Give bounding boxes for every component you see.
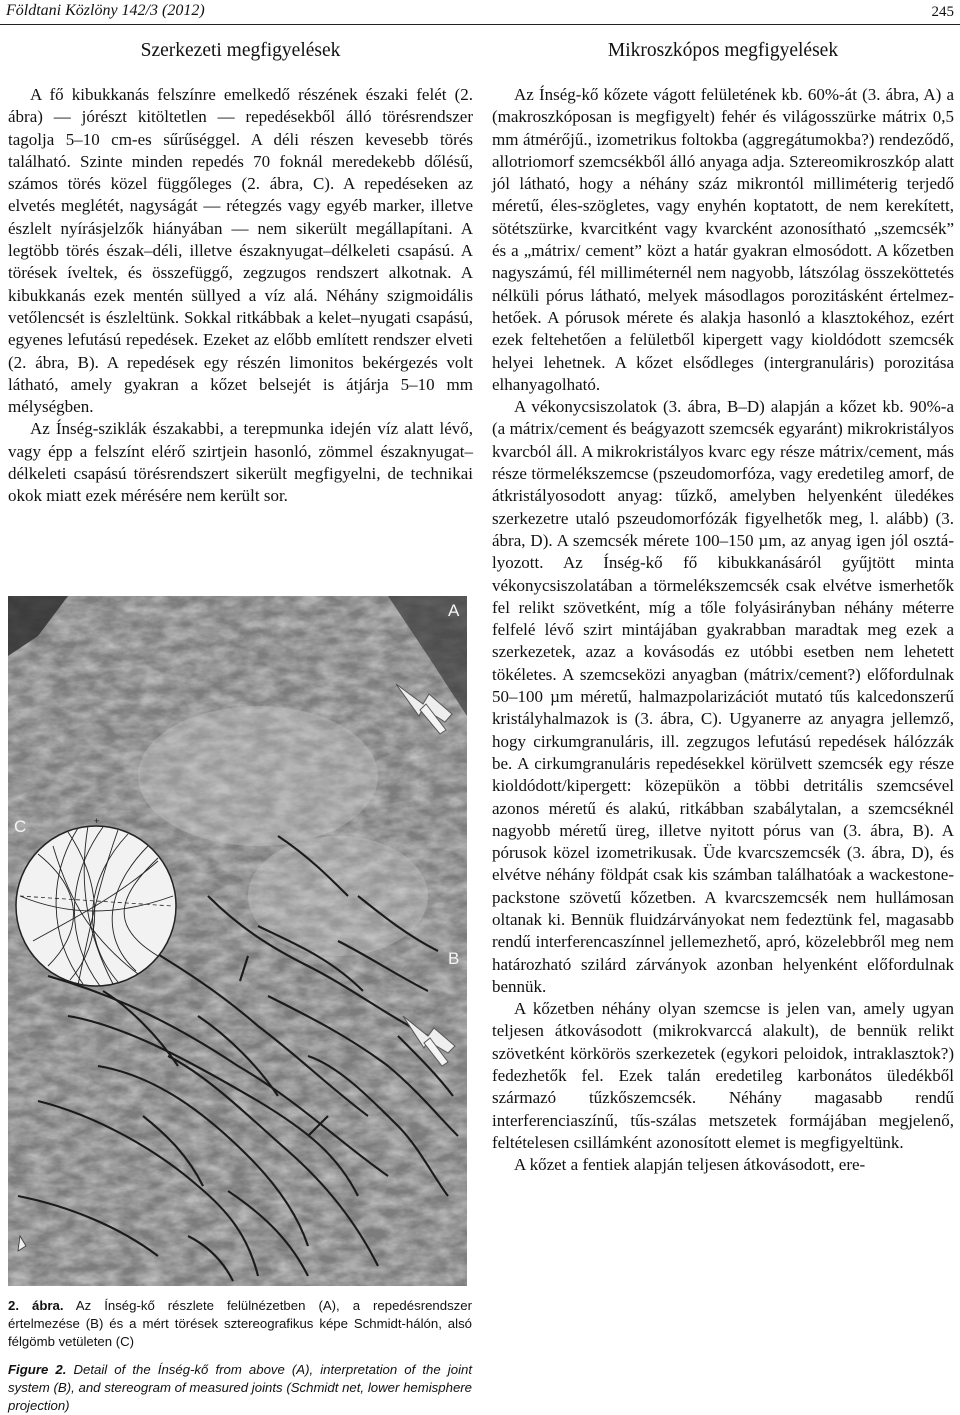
page-header	[0, 0, 960, 28]
panel-label-c: C	[14, 817, 27, 836]
figure-2-graphic	[8, 596, 467, 1286]
caption-hungarian	[8, 1297, 472, 1351]
caption-label-hu: 2. ábra.	[8, 1298, 64, 1313]
figure-caption	[8, 1297, 472, 1415]
caption-english	[8, 1361, 472, 1415]
section-heading-structural: Szerkezeti megfigyelések	[140, 40, 341, 61]
left-column	[8, 40, 473, 508]
page-number: 245	[931, 4, 954, 20]
right-column	[492, 40, 954, 1177]
caption-text-en: Detail of the Ínség-kő from above (A), interpretation of the joint system (B), and stereogram of measured joints (Schmidt net, lower hemisphere projection)	[8, 1362, 472, 1413]
paragraph: Az Ínség-sziklák északabbi, a terepmunka idején víz alatt lévő, vagy épp a felszínt elérő szirtjein hasonló, zömmel északnyugat–délkeleti csapású törésrendszert sikerült megfigyelni, de technikai okok miatt ezek mérésére nem került sor.	[8, 419, 473, 506]
paragraph: A vékonycsiszolatok (3. ábra, B–D) alapján a kőzet kb. 90%-a (a mátrix/cement és beágyazott szemcsék egyaránt) mikrokristályos kvarcból áll. A mikrokristályos kvarc egy része mátrix/cement, más része törmelékszemcse (pszeudomorfóza, vagy eredetileg amorf, de átkristályosodott anyag: tűzkő, amelyben helyenként üledékes szerkezetre utaló pszeudomorfózák figyelhetők meg, l. alább) (3. ábra, D). A szemcsék mérete 100–150 µm, az anyag igen jól osztályozott. Az Ínség-kő fő kibukkanásáról gyűjtött minta vékonycsiszolatában a törmelékszemcsék csak elvétve ismerhetők fel relikt szövetként, míg a tőle folyásirányban néhány méterre felfelé lévő szirt mintájában gyakrabban maradtak meg ezek a szerkezetek, azaz a kovásodás ez utóbbi esetben nem lehetett tökéletes. A szemcseközi anyagban (mátrix/cement?) előfordulnak 50–100 µm méretű, halmazpolarizációt mutató tűs kalcedonszerű kristályhalmazok is (3. ábra, C). Ugyanerre az anyagra jellemző, hogy cirkumgranuláris, ill. zegzugos lefutású repedések hálózzák be. A cirkumgranuláris repedésekkel körülvett szemcsék egy része kioldódott/kipergett: közepükön a többi detritális szemcsével azonos méretű és alakú, ritkábban szabálytalan, a szemcséknél nagyobb méretű üreg, illetve nyitott pórus van (3. ábra, B). A pórusok közel izometrikusak. Üde kvarcszemcsék (3. ábra, D), és elvétve néhány földpát csak kis számban találhatóak a wackestone-packstone szövetű kőzetben. A kvarcszemcsék nem hullámosan oltanak ki. Bennük fluidzárványokat nem fedeztünk fel, magasabb rendű interferencaszínnel jellemezhető, apró, közelebbről meg nem határozható szilárd zárványok azonban helyenként előfordulnak bennük.	[492, 397, 954, 996]
paragraph: A kőzetben néhány olyan szemcse is jelen van, amely ugyan teljesen átkovásodott (mikrokvarccá alakult), de bennük relikt szövetként körkörös szerkezetek (egykori peloidok, intraklasztok?) fedezhetők fel. Ezek talán eredetileg karbonátos üledékből származó tűzkőszemcsék. Néhány magasabb rendű interferenciaszínű, tűs-szálas metszetek formájában megjelenő, feltételesen csillámként azonosított elemet is megfigyeltünk.	[492, 999, 954, 1152]
paragraph: A fő kibukkanás felszínre emelkedő részének északi felét (2. ábra) — jórészt kitöltetlen — repedésekből álló törésrendszer tagolja 5–10 cm-es sűrűséggel. A déli részen kevesebb törés található. Szinte minden repedés 70 foknál meredekebb dőlésű, számos törés közel függőleges (2. ábra, C). A repedéseken az elvetés meglétét, nagyságát — rétegzés vagy egyéb marker, illetve észlelt nyírásjelzők hiányában — nem sikerült megállapítani. A legtöbb törés észak–déli, illetve északnyugat–délkeleti csapású. A törések íveltek, és összefüggő, zegzugos rendszert alkotnak. A kibukkanás ezek mentén süllyed a víz alá. Néhány szigmoidális vetőlencsét is észleltünk. Sokkal ritkábbak a kelet–nyugati csapású, egyenes lefutású repedések. Ezeket az előbb említett rendszer elveti (2. ábra, B). A repedések egy részén limonitos bekérgezés volt látható, amely gyakran a kőzet belsejét is átjárja 5–10 mm mélységben.	[8, 85, 473, 417]
paragraph: A kőzet a fentiek alapján teljesen átkovásodott, ere-	[514, 1155, 866, 1175]
figure-2-photo	[8, 596, 467, 1286]
section-heading-microscopic: Mikroszkópos megfigyelések	[607, 40, 839, 61]
paragraph: Az Ínség-kő kőzete vágott felületének kb. 60%-át (3. ábra, A) a (makroszkóposan is megfigyelt) fehér és világosszürke mátrix 0,5 mm átmérőjű., izometrikus foltokba (aggregátumokba?) rendeződő, allotriomorf szemcsékből álló anyaga adja. Sztereomikroszkóp alatt jól látható, hogy a néhány száz mikrontól milliméterig terjedő méretű, éles-szögletes, vagy enyhén koptatott, de nem kerekített, sötétszürke, kvarcitként vagy kvarcként azonosítható „szemcsék” és a „mátrix/ cement” közt a határ gyakran elmosódott. A kőzetben nagyszámú, fél milliméternél nem nagyobb, látszólag összeköttetés nélküli pórus látható, melyek másodlagos porozitásként értelmezhetőek. A pórusok mérete és alakja hasonló a klasztokéhoz, ezért ezek feltehetően a felületből kipergett vagy kioldódott szemcsék helyei lehetnek. A kőzet elsődleges (intergranuláris) porozitása elhanyagolható.	[492, 85, 954, 394]
caption-label-en: Figure 2.	[8, 1362, 67, 1377]
caption-text-hu: Az Ínség-kő részlete felülnézetben (A), a repedésrendszer értelmezése (B) és a mért törések sztereografikus képe Schmidt-hálón, alsó félgömb vetületen (C)	[8, 1298, 472, 1349]
panel-label-b: B	[448, 949, 460, 968]
svg-text:+: +	[94, 816, 100, 826]
journal-title: Földtani Közlöny 142/3 (2012)	[6, 2, 205, 19]
panel-label-a: A	[448, 601, 460, 620]
header-rule	[0, 24, 960, 25]
